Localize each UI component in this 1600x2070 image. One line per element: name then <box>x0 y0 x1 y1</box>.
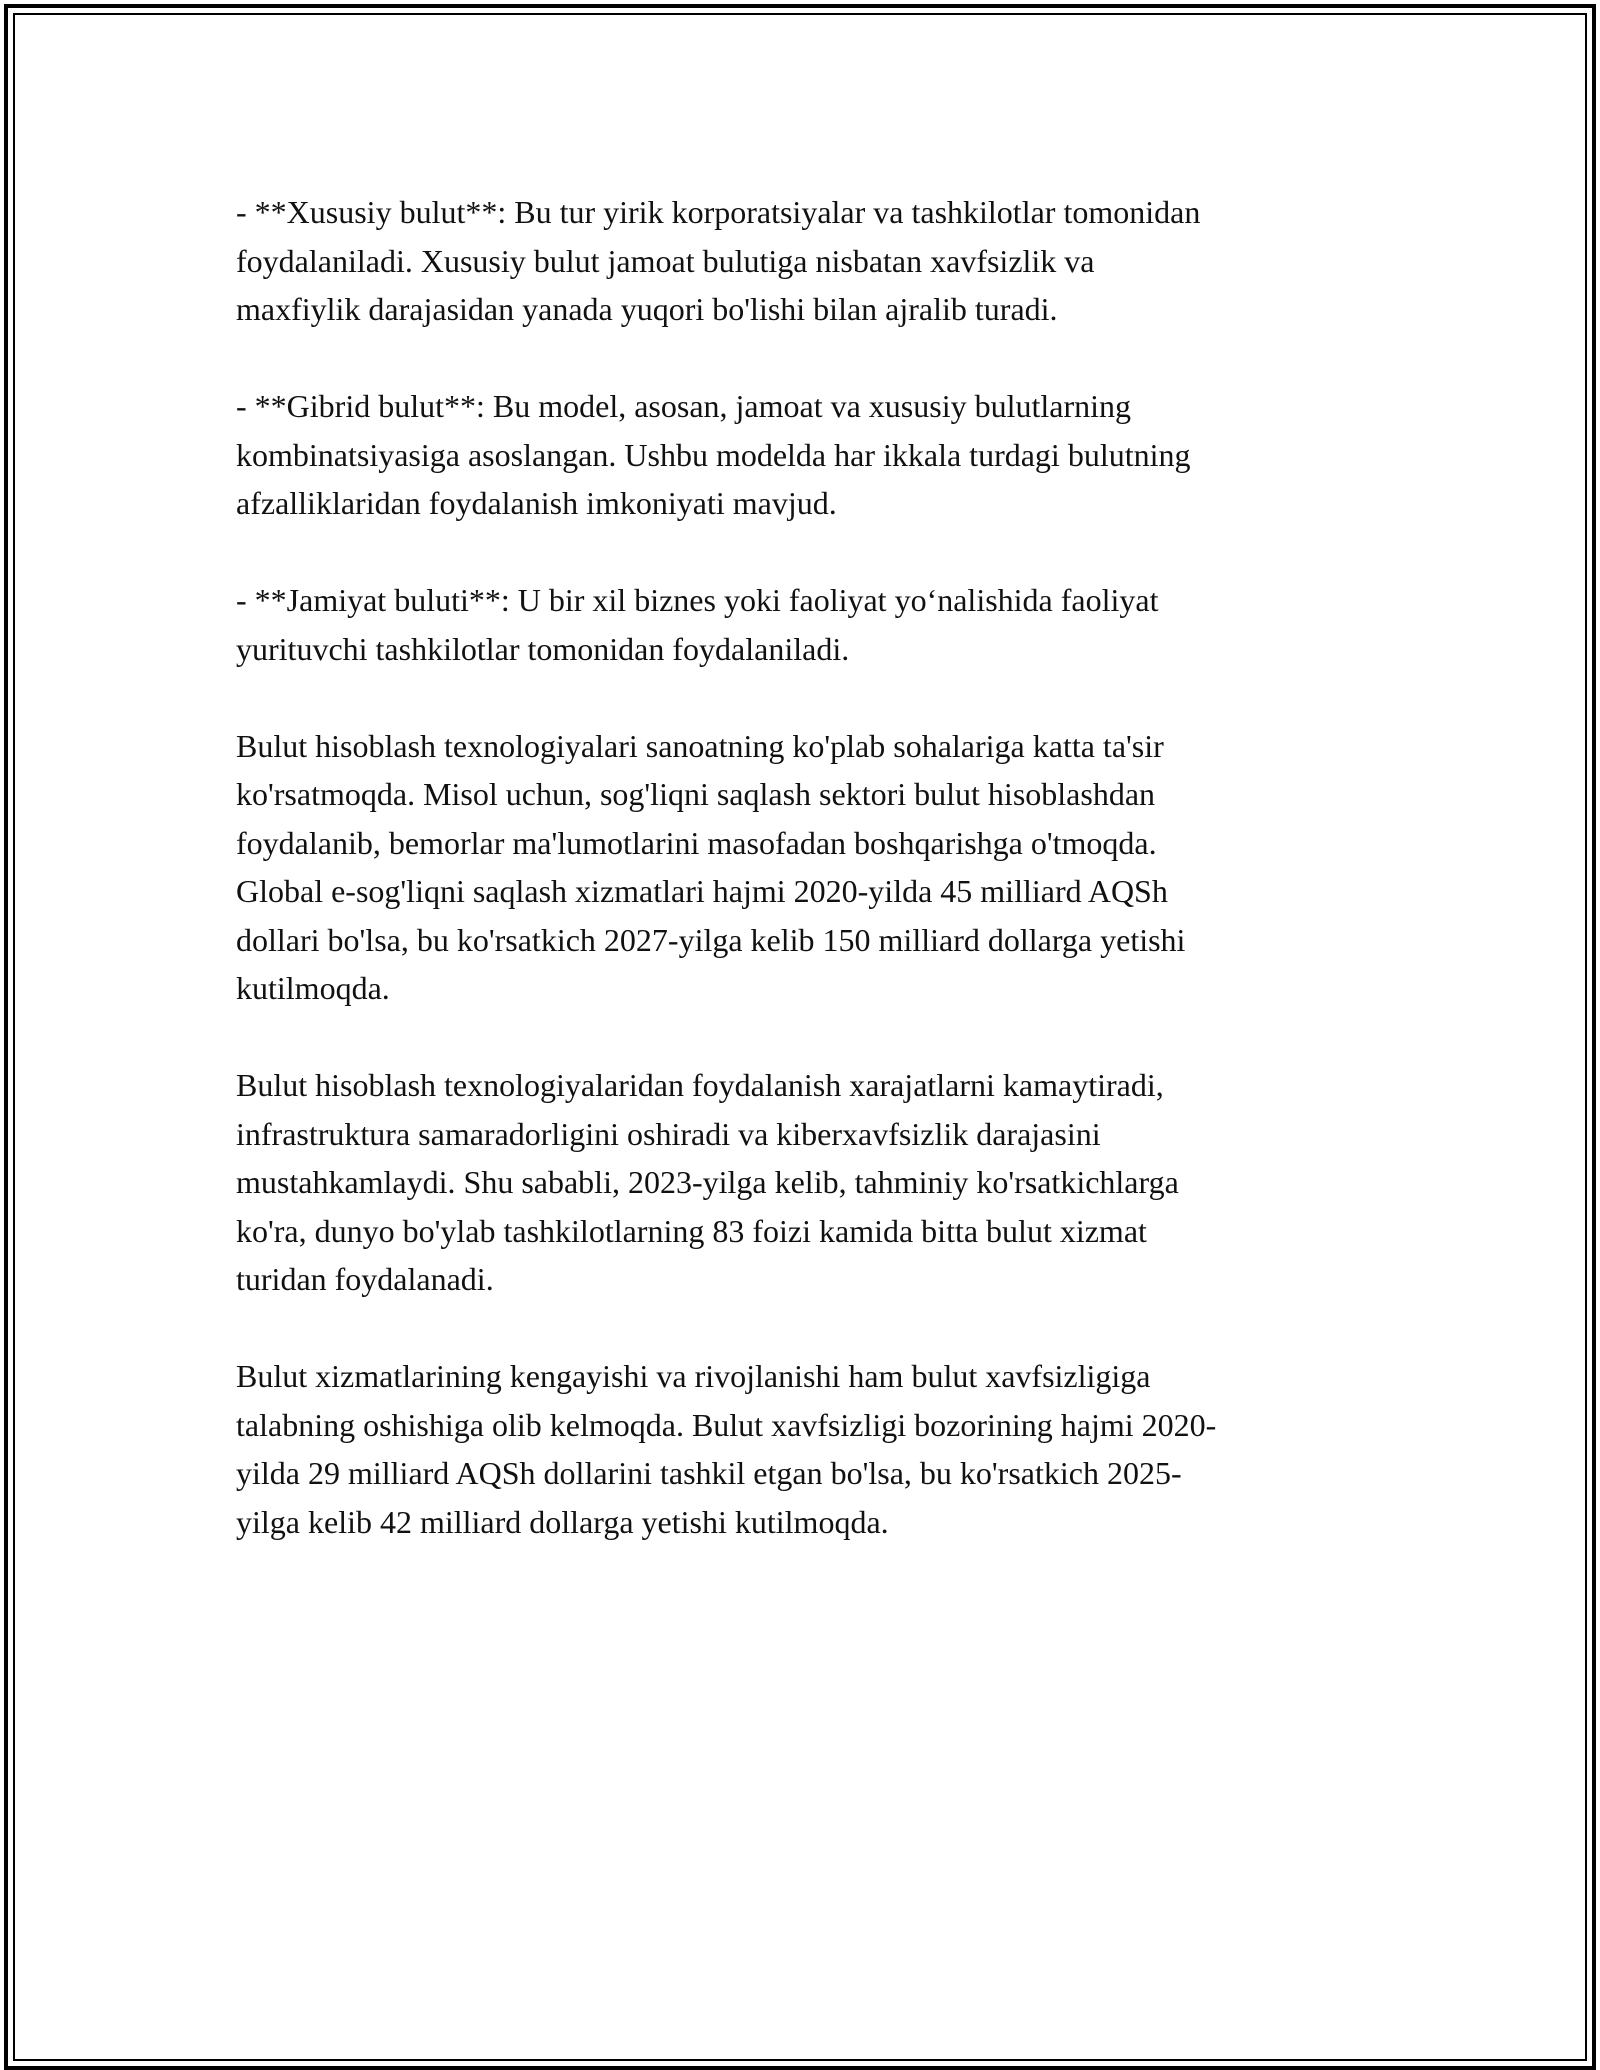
text-line: infrastruktura samaradorligini oshiradi va kiberxavfsizlik darajasini <box>236 1115 1101 1152</box>
text-line: ko'ra, dunyo bo'ylab tashkilotlarning 83 foizi kamida bitta bulut xizmat <box>236 1212 1147 1249</box>
text-line: afzalliklaridan foydalanish imkoniyati mavjud. <box>236 485 837 521</box>
text-line: yilga kelib 42 milliard dollarga yetishi kutilmoqda. <box>236 1503 889 1540</box>
text-line: Global e-sog'liqni saqlash xizmatlari hajmi 2020-yilda 45 milliard AQSh <box>236 873 1168 909</box>
text-line: maxfiylik darajasidan yanada yuqori bo'lishi bilan ajralib turadi. <box>236 291 1058 327</box>
paragraph-sanoat-tasiri <box>236 722 1366 1013</box>
text-line: turidan foydalanadi. <box>236 1261 494 1297</box>
text-line: kombinatsiyasiga asoslangan. Ushbu modelda har ikkala turdagi bulutning <box>236 436 1191 473</box>
text-line: - **Jamiyat buluti**: U bir xil biznes yoki faoliyat yo‘nalishida faoliyat <box>236 582 1159 618</box>
text-line: ko'rsatmoqda. Misol uchun, sog'liqni saqlash sektori bulut hisoblashdan <box>236 776 1156 812</box>
text-line: kutilmoqda. <box>236 970 390 1006</box>
text-line: yilda 29 milliard AQSh dollarini tashkil etgan bo'lsa, bu ko'rsatkich 2025- <box>236 1455 1182 1491</box>
paragraph-xarajatlar <box>236 1061 1366 1304</box>
text-line: talabning oshishiga olib kelmoqda. Bulut xavfsizligi bozorining hajmi 2020- <box>236 1406 1217 1443</box>
text-line: mustahkamlaydi. Shu sababli, 2023-yilga kelib, tahminiy ko'rsatkichlarga <box>236 1164 1179 1200</box>
paragraph-xususiy-bulut <box>236 188 1366 334</box>
text-line: - **Xususiy bulut**: Bu tur yirik korporatsiyalar va tashkilotlar tomonidan <box>236 194 1201 230</box>
text-line: Bulut xizmatlarining kengayishi va rivojlanishi ham bulut xavfsizligiga <box>236 1358 1151 1394</box>
paragraph-jamiyat-buluti <box>236 576 1366 673</box>
text-line: Bulut hisoblash texnologiyalaridan foydalanish xarajatlarni kamaytiradi, <box>236 1067 1164 1103</box>
text-line: - **Gibrid bulut**: Bu model, asosan, jamoat va xususiy bulutlarning <box>236 388 1132 424</box>
text-line: yurituvchi tashkilotlar tomonidan foydalaniladi. <box>236 630 850 667</box>
text-line: dollari bo'lsa, bu ko'rsatkich 2027-yilga kelib 150 milliard dollarga yetishi <box>236 921 1186 958</box>
text-line: foydalanib, bemorlar ma'lumotlarini masofadan boshqarishga o'tmoqda. <box>236 824 1157 861</box>
document-body <box>236 188 1366 1595</box>
paragraph-gibrid-bulut <box>236 382 1366 528</box>
text-line: Bulut hisoblash texnologiyalari sanoatning ko'plab sohalariga katta ta'sir <box>236 727 1164 764</box>
paragraph-bulut-xavfsizligi <box>236 1352 1366 1546</box>
text-line: foydalaniladi. Xususiy bulut jamoat bulutiga nisbatan xavfsizlik va <box>236 242 1095 279</box>
